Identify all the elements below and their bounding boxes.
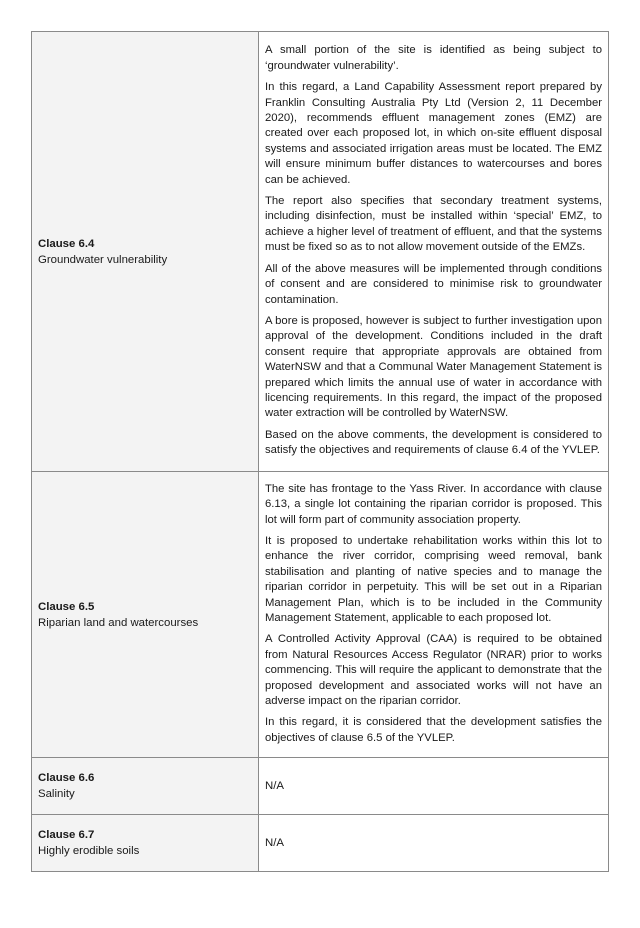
clause-cell — [32, 472, 259, 758]
not-applicable-text: N/A — [265, 836, 284, 849]
detail-paragraph: Based on the above comments, the development is considered to satisfy the objectives and requirements of clause 6.4 of the YVLEP. — [265, 428, 602, 457]
clause-cell — [32, 32, 259, 472]
detail-cell — [259, 32, 609, 472]
detail-paragraph: It is proposed to undertake rehabilitation works within this lot to enhance the river corridor, comprising weed removal, bank stabilisation and planting of native species and to manage the riparian corridor in perpetuity. This will be set out in a Riparian Management Plan, which is to be included in the Community Management Statement, applicable to each proposed lot. — [265, 534, 602, 624]
clause-title: Clause 6.7 — [38, 829, 95, 841]
detail-paragraph: A small portion of the site is identified as being subject to ‘groundwater vulnerability’. — [265, 44, 602, 72]
clause-cell — [32, 815, 259, 872]
clause-title: Clause 6.4 — [38, 237, 95, 250]
clause-subtitle: Highly erodible soils — [38, 845, 140, 857]
clause-title: Clause 6.5 — [38, 600, 95, 613]
table-row — [32, 758, 609, 815]
detail-paragraph: The report also specifies that secondary treatment systems, including disinfection, must be installed within ‘special’ EMZ, to achieve a higher level of treatment of effluent, and that the systems must be fixed so as to not allow movement outside of the EMZs. — [265, 195, 602, 254]
clause-title: Clause 6.6 — [38, 772, 95, 784]
table-row — [32, 32, 609, 472]
clauses-table — [31, 31, 609, 872]
clause-cell — [32, 758, 259, 815]
clause-subtitle: Riparian land and watercourses — [38, 616, 199, 629]
detail-paragraph: A Controlled Activity Approval (CAA) is required to be obtained from Natural Resources Access Regulator (NRAR) prior to works commencing. This will require the applicant to demonstrate that the proposed development and associated works will not have an adverse impact on the riparian corridor. — [265, 633, 602, 708]
clause-subtitle: Salinity — [38, 788, 75, 800]
not-applicable-text: N/A — [265, 779, 284, 792]
detail-paragraph: The site has frontage to the Yass River. In accordance with clause 6.13, a single lot containing the riparian corridor is proposed. This lot will form part of community association property. — [265, 482, 602, 526]
detail-paragraph: In this regard, a Land Capability Assessment report prepared by Franklin Consulting Australia Pty Ltd (Version 2, 11 December 2020), recommends effluent management zones (EMZ) are created over each proposed lot, in which on-site effluent disposal systems and associated irrigation areas must be located. The EMZ will ensure minimum buffer distances to watercourses and bores can be achieved. — [265, 81, 602, 186]
detail-cell — [259, 472, 609, 758]
detail-paragraph: In this regard, it is considered that the development satisfies the objectives of clause 6.5 of the YVLEP. — [265, 716, 602, 744]
detail-paragraph: All of the above measures will be implemented through conditions of consent and are considered to minimise risk to groundwater contamination. — [265, 262, 602, 306]
detail-cell — [259, 815, 609, 872]
table-row — [32, 472, 609, 758]
detail-cell — [259, 758, 609, 815]
table-row — [32, 815, 609, 872]
detail-paragraph: A bore is proposed, however is subject to further investigation upon approval of the development. Conditions included in the draft consent require that appropriate approvals are obtained from WaterNSW and that a Communal Water Management Statement is prepared which limits the annual use of water in accordance with licencing requirements. In this regard, the impact of the proposed water extraction will be controlled by WaterNSW. — [265, 314, 602, 420]
clause-subtitle: Groundwater vulnerability — [38, 253, 168, 266]
